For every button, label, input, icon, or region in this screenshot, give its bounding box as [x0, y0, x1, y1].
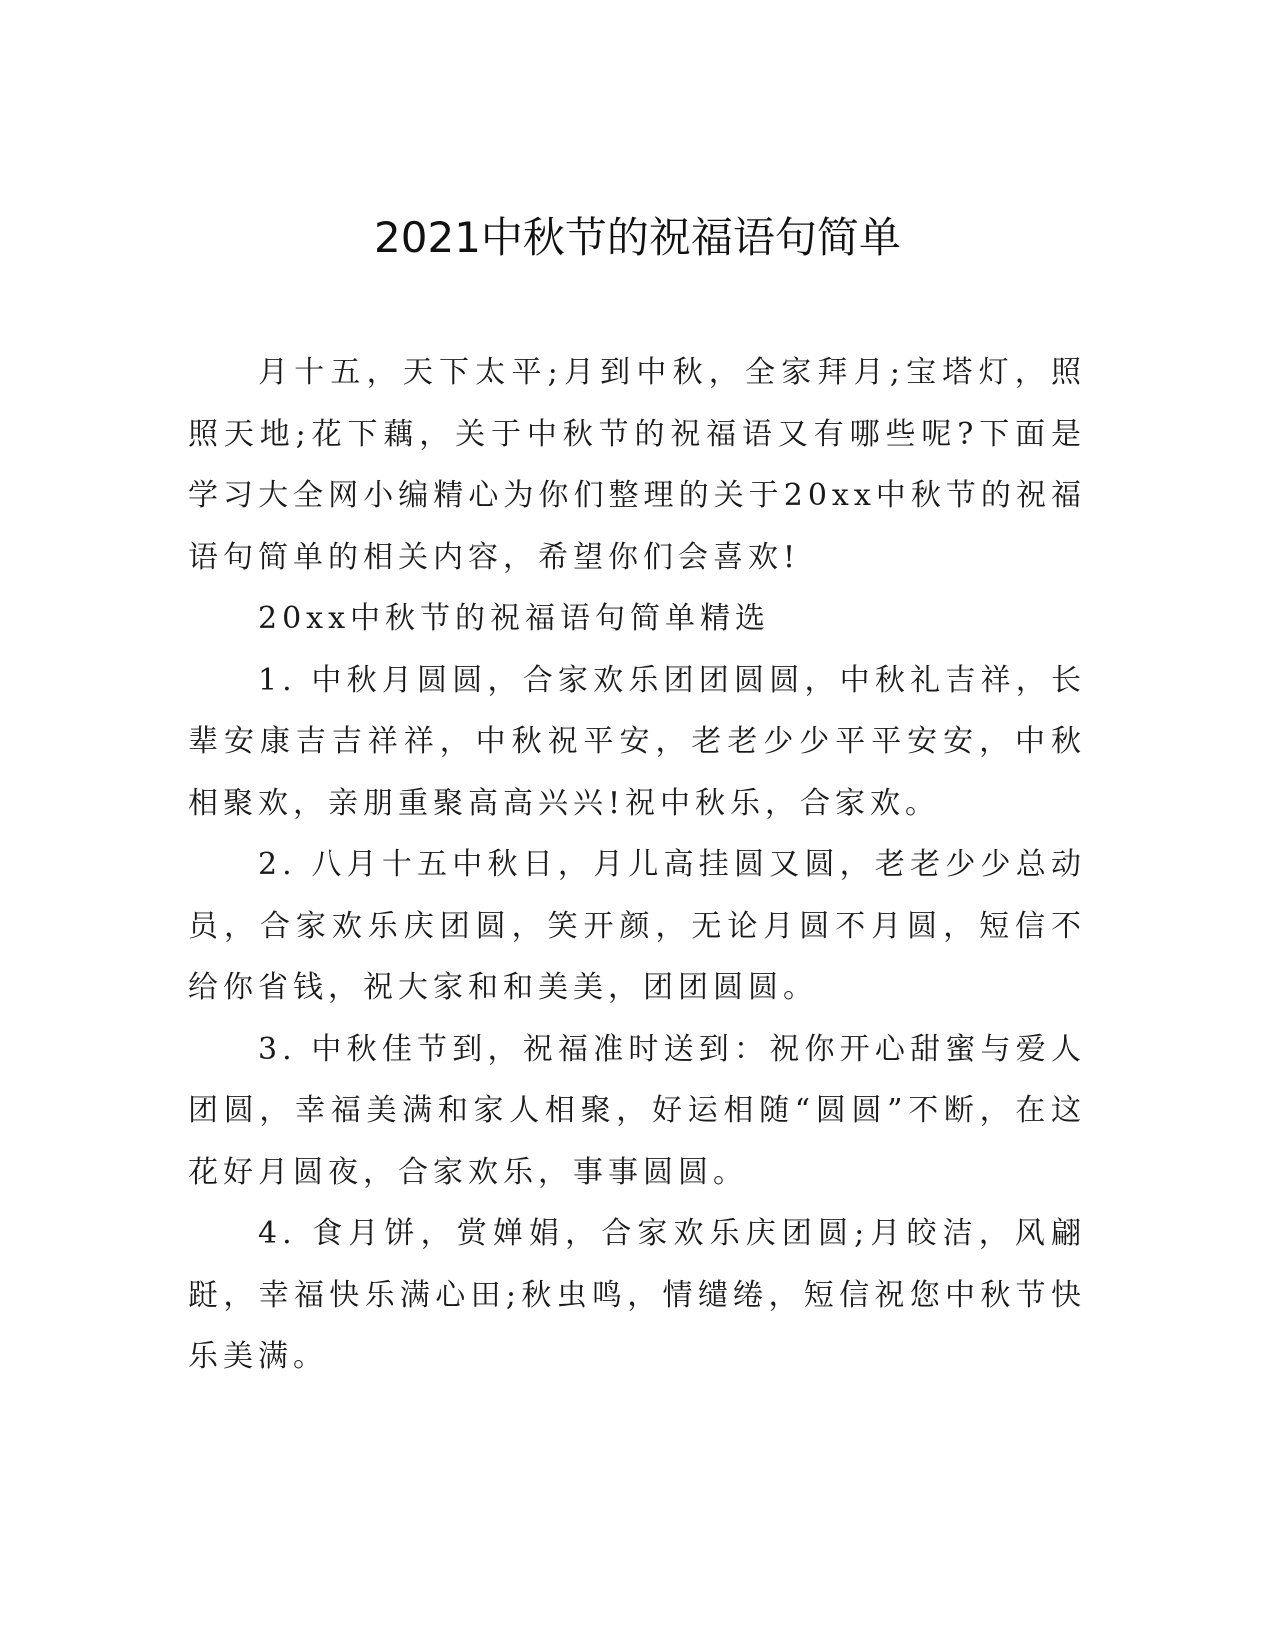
greeting-item: 3. 中秋佳节到，祝福准时送到：祝你开心甜蜜与爱人团圆，幸福美满和家人相聚，好运相随“圆圆”不断，在这花好月圆夜，合家欢乐，事事圆圆。: [188, 1031, 1086, 1190]
greeting-item: 2. 八月十五中秋日，月儿高挂圆又圆，老老少少总动员，合家欢乐庆团圆，笑开颜，无论月圆不月圆，短信不给你省钱，祝大家和和美美，团团圆圆。: [188, 847, 1086, 1005]
document-body: [188, 342, 1086, 1388]
intro-paragraph: 月十五，天下太平;月到中秋，全家拜月;宝塔灯，照照天地;花下藕，关于中秋节的祝福语又有哪些呢?下面是学习大全网小编精心为你们整理的关于20xx中秋节的祝福语句简单的相关内容，希望你们会喜欢!: [188, 355, 1086, 575]
greeting-item: 1. 中秋月圆圆，合家欢乐团团圆圆，中秋礼吉祥，长辈安康吉吉祥祥，中秋祝平安，老老少少平平安安，中秋相聚欢，亲朋重聚高高兴兴!祝中秋乐，合家欢。: [188, 662, 1086, 821]
document-title: 2021中秋节的祝福语句简单: [374, 213, 901, 262]
section-heading: 20xx中秋节的祝福语句简单精选: [258, 601, 771, 636]
greeting-item: 4. 食月饼，赏婵娟，合家欢乐庆团圆;月皎洁，风翩跹，幸福快乐满心田;秋虫鸣，情缱绻，短信祝您中秋节快乐美满。: [188, 1216, 1086, 1374]
